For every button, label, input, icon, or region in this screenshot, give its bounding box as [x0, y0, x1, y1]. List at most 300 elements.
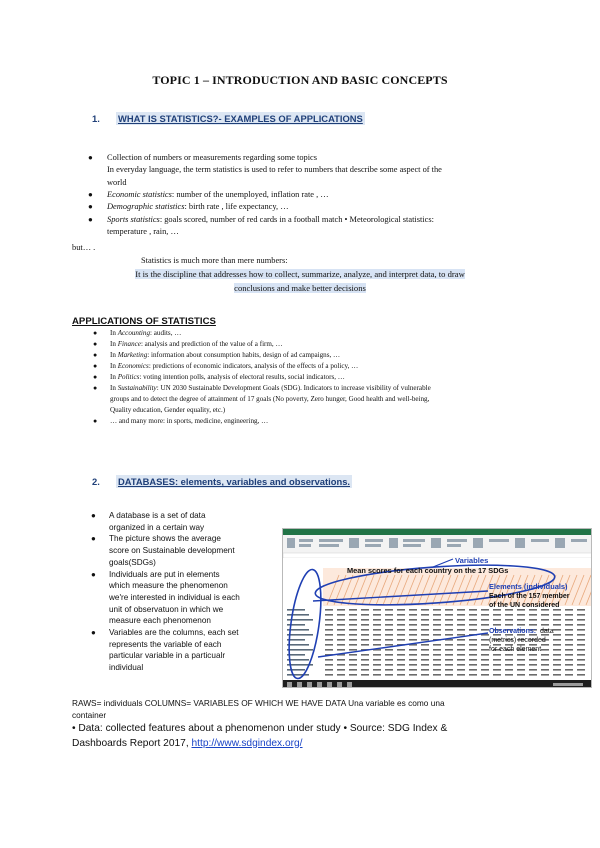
grid-cell-value — [337, 639, 345, 641]
grid-cell-value — [517, 614, 525, 616]
grid-cell-value — [397, 664, 405, 666]
bullet-dot: ● — [93, 373, 98, 381]
grid-cell-value — [349, 654, 357, 656]
grid-cell-value — [385, 629, 393, 631]
grid-cell-value — [457, 609, 465, 611]
grid-cell-value — [325, 619, 333, 621]
grid-cell-value — [361, 629, 369, 631]
grid-cell-value — [409, 609, 417, 611]
row-label-text — [287, 644, 309, 646]
rows-columns-note — [72, 697, 582, 721]
grid-cell-value — [445, 664, 453, 666]
bullet-dot: ● — [93, 417, 98, 425]
grid-cell-value — [553, 629, 561, 631]
grid-cell-value — [541, 664, 549, 666]
grid-cell-value — [577, 664, 585, 666]
grid-cell-value — [349, 609, 357, 611]
grid-cell-value — [505, 654, 513, 656]
grid-cell-value — [457, 654, 465, 656]
grid-cell-value — [373, 634, 381, 636]
grid-cell-value — [409, 674, 417, 676]
grid-cell-value — [457, 629, 465, 631]
grid-cell-value — [325, 639, 333, 641]
grid-cell-value — [361, 619, 369, 621]
observations-text1: data — [540, 628, 554, 635]
grid-cell-value — [433, 634, 441, 636]
grid-cell-value — [433, 629, 441, 631]
grid-cell-value — [553, 649, 561, 651]
grid-cell-value — [565, 634, 573, 636]
grid-cell-value — [337, 664, 345, 666]
grid-cell-value — [481, 639, 489, 641]
grid-cell-value — [337, 624, 345, 626]
row-label-text — [287, 624, 305, 626]
grid-cell-value — [385, 614, 393, 616]
grid-cell-value — [445, 649, 453, 651]
grid-cell-value — [337, 634, 345, 636]
grid-cell-value — [577, 654, 585, 656]
section-2-title: DATABASES: elements, variables and observations. — [118, 476, 351, 487]
grid-cell-value — [349, 664, 357, 666]
grid-cell-value — [433, 659, 441, 661]
grid-cell-value — [385, 644, 393, 646]
grid-cell-value — [457, 649, 465, 651]
grid-cell-value — [565, 674, 573, 676]
bullet-dot: ● — [91, 511, 96, 520]
bullet-dot: ● — [93, 340, 98, 348]
grid-cell-value — [397, 614, 405, 616]
grid-cell-value — [349, 634, 357, 636]
grid-cell-value — [349, 624, 357, 626]
grid-cell-value — [373, 674, 381, 676]
grid-cell-value — [493, 624, 501, 626]
grid-cell-value — [421, 634, 429, 636]
grid-cell-value — [445, 669, 453, 671]
grid-cell-value — [469, 664, 477, 666]
grid-cell-value — [517, 664, 525, 666]
grid-cell-value — [445, 659, 453, 661]
grid-cell-value — [361, 644, 369, 646]
grid-cell-value — [541, 649, 549, 651]
grid-cell-value — [457, 664, 465, 666]
grid-cell-value — [529, 624, 537, 626]
row-label-text — [287, 649, 313, 651]
grid-cell-value — [553, 674, 561, 676]
grid-cell-value — [577, 634, 585, 636]
grid-cell-value — [325, 624, 333, 626]
grid-cell-value — [337, 619, 345, 621]
elements-sub2: of the UN considered — [489, 602, 560, 609]
more-text: Statistics is much more than mere numbers: — [141, 256, 288, 265]
grid-cell-value — [553, 624, 561, 626]
grid-cell-value — [337, 614, 345, 616]
grid-cell-value — [457, 644, 465, 646]
mean-scores-label: Mean scores for each country on the 17 SDGs — [347, 566, 509, 575]
grid-cell-value — [577, 644, 585, 646]
grid-cell-value — [481, 649, 489, 651]
grid-cell-value — [565, 619, 573, 621]
applications-heading: APPLICATIONS OF STATISTICS — [72, 316, 216, 327]
observations-text3: for each element — [489, 646, 542, 653]
grid-cell-value — [481, 629, 489, 631]
grid-cell-value — [457, 614, 465, 616]
bullet-demographic — [88, 201, 547, 213]
grid-cell-value — [397, 659, 405, 661]
grid-cell-value — [361, 634, 369, 636]
spreadsheet-figure — [283, 529, 592, 688]
grid-cell-value — [337, 659, 345, 661]
grid-cell-value — [337, 609, 345, 611]
grid-cell-value — [541, 674, 549, 676]
grid-cell-value — [505, 614, 513, 616]
grid-cell-value — [493, 674, 501, 676]
grid-cell-value — [433, 644, 441, 646]
observations-title: Observations: — [489, 628, 537, 635]
sports-line2: temperature , rain, … — [107, 227, 179, 237]
sdg-index-link[interactable]: http://www.sdgindex.org/ — [191, 737, 303, 749]
grid-cell-value — [373, 609, 381, 611]
grid-cell-value — [433, 624, 441, 626]
app-item-finance: ● In Finance: analysis and prediction of the value of a firm, … — [93, 340, 283, 348]
grid-cell-value — [469, 629, 477, 631]
grid-cell-value — [517, 609, 525, 611]
grid-cell-value — [409, 654, 417, 656]
grid-cell-value — [517, 674, 525, 676]
grid-cell-value — [553, 609, 561, 611]
grid-cell-value — [577, 659, 585, 661]
grid-cell-value — [397, 619, 405, 621]
grid-cell-value — [349, 639, 357, 641]
data-line2: Dashboards Report 2017, — [72, 737, 189, 749]
grid-cell-value — [385, 649, 393, 651]
grid-cell-value — [361, 659, 369, 661]
spreadsheet-screenshot — [282, 528, 592, 688]
grid-cell-value — [433, 654, 441, 656]
grid-cell-value — [385, 619, 393, 621]
grid-cell-value — [505, 664, 513, 666]
grid-cell-value — [409, 624, 417, 626]
grid-cell-value — [469, 659, 477, 661]
grid-cell-value — [361, 669, 369, 671]
section-2-number: 2. — [92, 476, 100, 487]
grid-cell-value — [421, 674, 429, 676]
grid-cell-value — [517, 624, 525, 626]
grid-cell-value — [409, 629, 417, 631]
grid-cell-value — [493, 654, 501, 656]
db-bullet-4: ● Variables are the columns, each set represents the variable of each particular variable in a particualr individual — [91, 628, 239, 673]
data-grid — [325, 609, 585, 676]
grid-cell-value — [445, 629, 453, 631]
grid-cell-value — [445, 619, 453, 621]
grid-cell-value — [373, 614, 381, 616]
grid-cell-value — [457, 624, 465, 626]
grid-cell-value — [481, 659, 489, 661]
grid-cell-value — [397, 669, 405, 671]
grid-cell-value — [541, 654, 549, 656]
grid-cell-value — [553, 644, 561, 646]
formula-bar — [283, 553, 592, 558]
grid-cell-value — [373, 654, 381, 656]
grid-cell-value — [469, 639, 477, 641]
elements-sub1: Each of the 157 member — [489, 593, 570, 600]
grid-cell-value — [409, 619, 417, 621]
bullet-dot: ● — [91, 534, 96, 544]
grid-cell-value — [553, 669, 561, 671]
grid-cell-value — [433, 619, 441, 621]
grid-cell-value — [445, 624, 453, 626]
grid-cell-value — [553, 664, 561, 666]
grid-cell-value — [529, 664, 537, 666]
page-title: TOPIC 1 – INTRODUCTION AND BASIC CONCEPTS — [152, 73, 448, 87]
grid-cell-value — [397, 654, 405, 656]
grid-cell-value — [493, 659, 501, 661]
grid-cell-value — [409, 659, 417, 661]
grid-cell-value — [469, 654, 477, 656]
bullet-economic — [88, 189, 547, 201]
grid-cell-value — [505, 669, 513, 671]
grid-cell-value — [565, 614, 573, 616]
bullet-collection-line2: In everyday language, the term statistics is used to refer to numbers that describe some aspect of the — [107, 165, 442, 175]
database-bullets — [91, 510, 279, 674]
grid-cell-value — [577, 674, 585, 676]
grid-cell-value — [529, 614, 537, 616]
grid-cell-value — [505, 674, 513, 676]
grid-cell-value — [325, 629, 333, 631]
grid-cell-value — [397, 624, 405, 626]
grid-cell-value — [469, 614, 477, 616]
grid-cell-value — [577, 649, 585, 651]
grid-cell-value — [541, 619, 549, 621]
grid-cell-value — [409, 649, 417, 651]
grid-cell-value — [373, 644, 381, 646]
grid-cell-value — [541, 644, 549, 646]
grid-cell-value — [385, 659, 393, 661]
grid-cell-value — [481, 624, 489, 626]
grid-cell-value — [457, 674, 465, 676]
grid-cell-value — [481, 619, 489, 621]
grid-cell-value — [325, 634, 333, 636]
grid-cell-value — [469, 609, 477, 611]
grid-cell-value — [421, 614, 429, 616]
grid-cell-value — [553, 654, 561, 656]
grid-cell-value — [385, 674, 393, 676]
grid-cell-value — [373, 669, 381, 671]
rows-line2: container — [72, 710, 107, 720]
section-1-heading — [92, 113, 365, 124]
grid-cell-value — [481, 614, 489, 616]
grid-cell-value — [457, 634, 465, 636]
grid-cell-value — [445, 614, 453, 616]
grid-cell-value — [349, 649, 357, 651]
grid-cell-value — [457, 639, 465, 641]
grid-cell-value — [469, 674, 477, 676]
grid-cell-value — [517, 654, 525, 656]
grid-cell-value — [505, 659, 513, 661]
grid-cell-value — [421, 649, 429, 651]
grid-cell-value — [421, 629, 429, 631]
row-label-text — [287, 674, 309, 676]
grid-cell-value — [361, 664, 369, 666]
rows-line1: RAWS= individuals COLUMNS= VARIABLES OF WHICH WE HAVE DATA Una variable es como una — [72, 698, 445, 708]
grid-cell-value — [337, 629, 345, 631]
grid-cell-value — [385, 609, 393, 611]
grid-cell-value — [397, 629, 405, 631]
grid-cell-value — [577, 669, 585, 671]
row-label-text — [287, 669, 305, 671]
bullet-dot: ● — [93, 362, 98, 370]
grid-cell-value — [445, 654, 453, 656]
grid-cell-value — [505, 624, 513, 626]
definition-line2: conclusions and make better decisions — [234, 283, 366, 294]
grid-cell-value — [409, 614, 417, 616]
grid-cell-value — [361, 624, 369, 626]
applications-list — [93, 328, 550, 427]
grid-cell-value — [553, 659, 561, 661]
grid-cell-value — [481, 609, 489, 611]
sports-label: Sports statistics — [107, 215, 160, 224]
bullet-dot: ● — [91, 628, 96, 638]
grid-cell-value — [493, 664, 501, 666]
grid-cell-value — [481, 644, 489, 646]
grid-cell-value — [409, 639, 417, 641]
grid-cell-value — [469, 619, 477, 621]
definition — [0, 268, 600, 295]
bullet-sports — [88, 214, 547, 239]
grid-cell-value — [493, 609, 501, 611]
app-item-politics: ● In Politics: voting intention polls, analysis of electoral results, social indicators, … — [93, 373, 345, 381]
app-item-accounting: ● In Accounting: audits, … — [93, 329, 182, 337]
grid-cell-value — [457, 669, 465, 671]
grid-cell-value — [577, 639, 585, 641]
grid-cell-value — [529, 674, 537, 676]
grid-cell-value — [325, 649, 333, 651]
grid-cell-value — [577, 619, 585, 621]
grid-cell-value — [409, 669, 417, 671]
grid-cell-value — [397, 639, 405, 641]
grid-cell-value — [541, 609, 549, 611]
grid-cell-value — [565, 669, 573, 671]
grid-cell-value — [445, 609, 453, 611]
grid-cell-value — [337, 644, 345, 646]
grid-cell-value — [529, 669, 537, 671]
grid-cell-value — [397, 609, 405, 611]
economic-text: : number of the unemployed, inflation rate , … — [171, 190, 329, 199]
grid-cell-value — [577, 609, 585, 611]
grid-cell-value — [325, 644, 333, 646]
grid-cell-value — [541, 669, 549, 671]
section-1-number: 1. — [92, 113, 100, 124]
grid-cell-value — [373, 624, 381, 626]
grid-cell-value — [445, 674, 453, 676]
app-item-more — [93, 416, 550, 427]
elements-label: Elements (individuals) — [489, 582, 568, 591]
bullet-collection — [88, 152, 547, 189]
app-item-sustainability: ● In Sustainability: UN 2030 Sustainable Development Goals (SDG). Indicators to increase visibility of vulnerable groups and to detect the degree of attainment of 17 goals (No poverty, Zero hunger, Good health and well-being, Quality education, Gender equality, etc.) — [110, 383, 550, 416]
data-line1: • Data: collected features about a phenomenon under study • Source: SDG Index & — [72, 723, 448, 734]
grid-cell-value — [373, 659, 381, 661]
grid-cell-value — [565, 649, 573, 651]
app-item-marketing: ● In Marketing: information about consumption habits, design of ad campaigns, … — [93, 351, 341, 359]
grid-cell-value — [385, 634, 393, 636]
demographic-text: : birth rate , life expectancy, … — [184, 202, 289, 211]
but-text: but… . — [72, 243, 96, 252]
grid-cell-value — [433, 669, 441, 671]
row-label-text — [287, 609, 305, 611]
grid-cell-value — [325, 669, 333, 671]
app-item-economics: ● In Economics: predictions of economic indicators, analysis of the effects of a policy, … — [93, 362, 359, 370]
bullet-dot: ● — [88, 190, 93, 199]
variables-label: Variables — [455, 556, 489, 565]
grid-cell-value — [373, 619, 381, 621]
grid-cell-value — [385, 669, 393, 671]
grid-cell-value — [517, 619, 525, 621]
grid-cell-value — [565, 659, 573, 661]
observations-label — [489, 628, 554, 635]
grid-cell-value — [361, 674, 369, 676]
grid-cell-value — [409, 664, 417, 666]
grid-cell-value — [529, 654, 537, 656]
grid-cell-value — [421, 654, 429, 656]
bullet-collection-line1: Collection of numbers or measurements regarding some topics — [107, 153, 318, 162]
grid-cell-value — [325, 659, 333, 661]
grid-cell-value — [481, 674, 489, 676]
grid-cell-value — [565, 629, 573, 631]
db-bullet-3: ● Individuals are put in elements which measure the phenomenon we're interested in individual is each unit of observatuon in which we measure each phenomenon — [91, 569, 240, 626]
grid-cell-value — [565, 654, 573, 656]
grid-cell-value — [469, 624, 477, 626]
grid-cell-value — [541, 614, 549, 616]
grid-cell-value — [397, 674, 405, 676]
grid-cell-value — [385, 639, 393, 641]
grid-cell-value — [565, 624, 573, 626]
grid-cell-value — [553, 634, 561, 636]
grid-cell-value — [385, 664, 393, 666]
grid-cell-value — [373, 664, 381, 666]
grid-cell-value — [349, 674, 357, 676]
grid-cell-value — [421, 609, 429, 611]
grid-cell-value — [433, 609, 441, 611]
bullet-collection-line3: world — [107, 177, 127, 187]
grid-cell-value — [325, 614, 333, 616]
section-1-title: WHAT IS STATISTICS?- EXAMPLES OF APPLICATIONS — [118, 113, 363, 124]
grid-cell-value — [337, 669, 345, 671]
grid-cell-value — [481, 669, 489, 671]
grid-cell-value — [433, 664, 441, 666]
grid-cell-value — [577, 629, 585, 631]
grid-cell-value — [517, 659, 525, 661]
grid-cell-value — [457, 619, 465, 621]
grid-cell-value — [529, 659, 537, 661]
grid-cell-value — [337, 674, 345, 676]
grid-cell-value — [361, 639, 369, 641]
bullet-dot: ● — [93, 329, 98, 337]
bullet-dot: ● — [88, 202, 93, 211]
economic-label: Economic statistics — [107, 190, 172, 199]
db-bullet-1: ● A database is a set of data organized in a certain way — [91, 511, 206, 532]
grid-cell-value — [505, 619, 513, 621]
grid-cell-value — [373, 639, 381, 641]
grid-cell-value — [565, 609, 573, 611]
grid-cell-value — [469, 669, 477, 671]
grid-cell-value — [361, 654, 369, 656]
db-bullet-2: ● The picture shows the average score on Sustainable development goals(SDGs) — [91, 534, 235, 567]
grid-cell-value — [493, 669, 501, 671]
grid-cell-value — [541, 624, 549, 626]
sports-text: : goals scored, number of red cards in a football match • Meteorological statistics: — [159, 215, 434, 224]
grid-cell-value — [421, 664, 429, 666]
grid-cell-value — [409, 634, 417, 636]
grid-cell-value — [433, 674, 441, 676]
